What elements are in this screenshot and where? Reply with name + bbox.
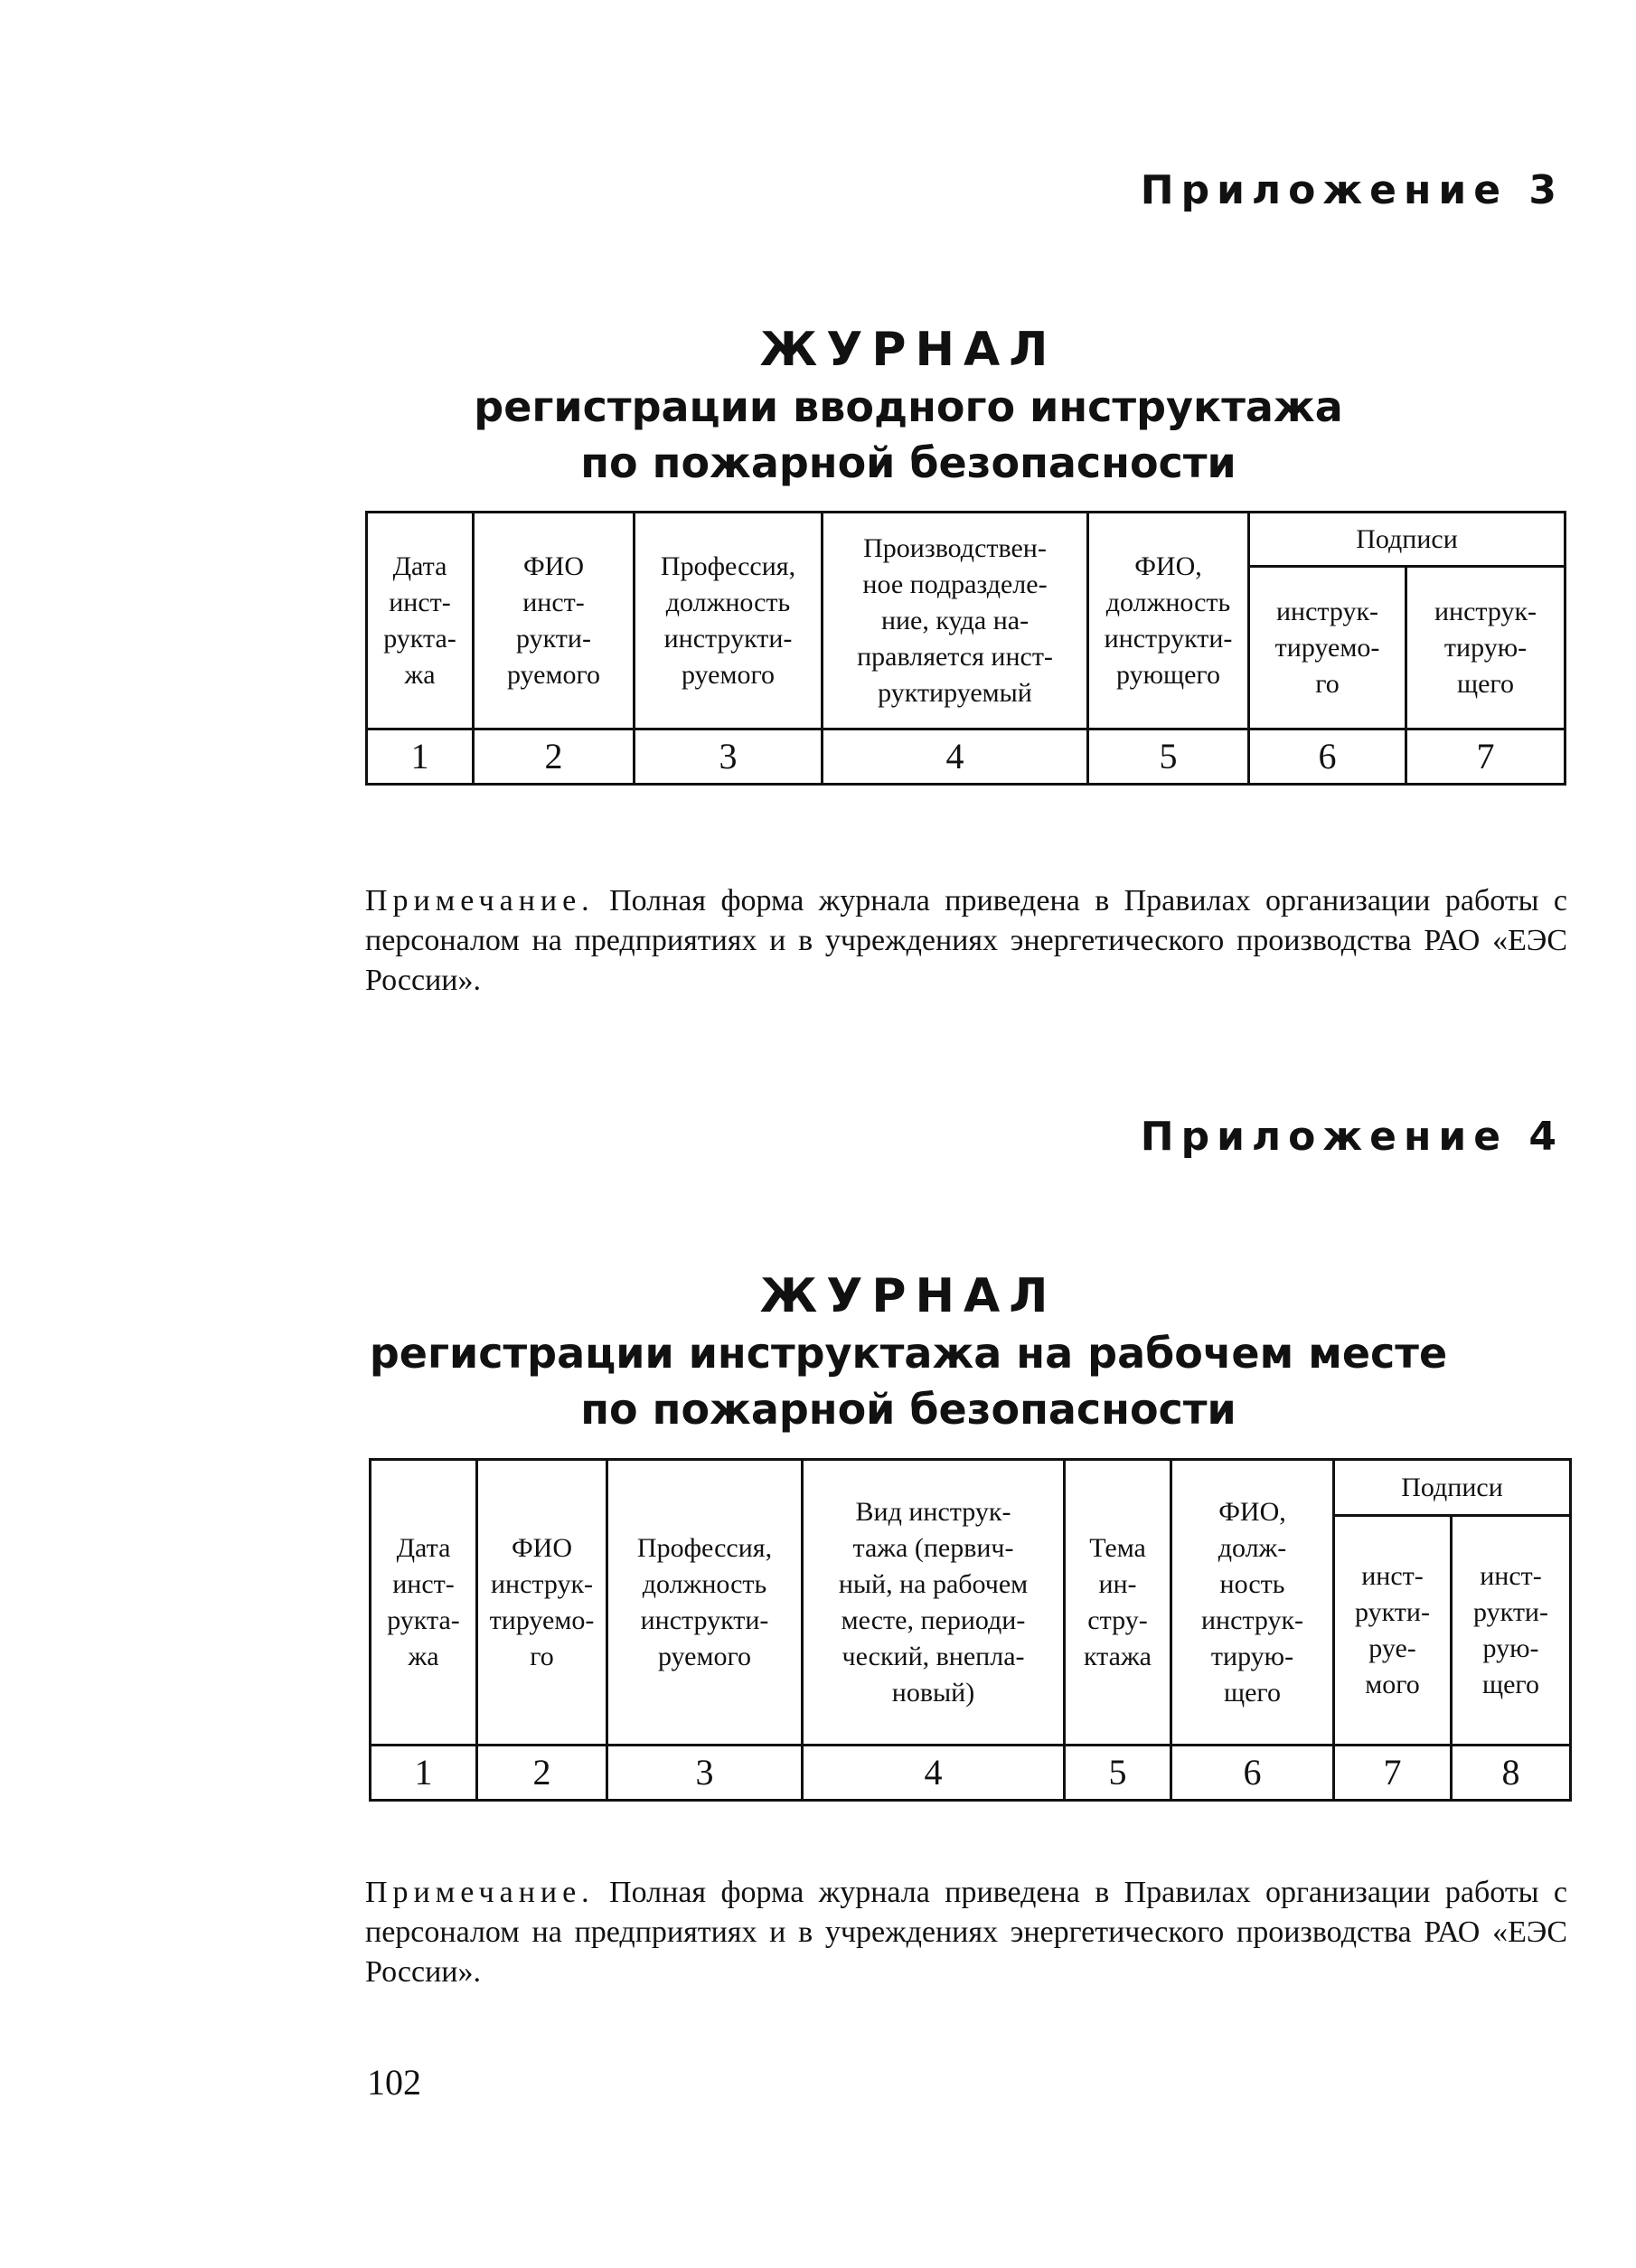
col-header-sig-instructed: инст- рукти- руе- мого bbox=[1334, 1516, 1452, 1746]
col-header-fio: ФИО инст- рукти- руемого bbox=[474, 513, 635, 729]
col-header-topic: Тема ин- стру- ктажа bbox=[1065, 1460, 1171, 1746]
appendix-3-heading: Приложение 3 bbox=[1140, 167, 1564, 213]
col-header-sig-instructor: инст- рукти- рую- щего bbox=[1452, 1516, 1571, 1746]
col-header-profession: Профессия, должность инструкти- руемого bbox=[607, 1460, 803, 1746]
journal-4-subtitle-line1: регистрации инструктажа на рабочем месте bbox=[369, 1329, 1448, 1378]
note-label: Примечание. bbox=[365, 884, 595, 918]
col-number: 4 bbox=[823, 729, 1088, 785]
table-row bbox=[371, 1746, 1571, 1801]
journal-3-subtitle-line1: регистрации вводного инструктажа bbox=[474, 382, 1343, 431]
col-number: 3 bbox=[607, 1746, 803, 1801]
journal-3-title: ЖУРНАЛ bbox=[759, 323, 1058, 377]
col-number: 4 bbox=[803, 1746, 1065, 1801]
journal-4-subtitle-line2: по пожарной безопасности bbox=[580, 1385, 1236, 1434]
col-number: 6 bbox=[1249, 729, 1406, 785]
col-header-date: Дата инст- рукта- жа bbox=[371, 1460, 477, 1746]
col-header-signatures: Подписи bbox=[1249, 513, 1565, 567]
journal-3-title-block bbox=[298, 321, 1518, 491]
col-header-sig-instructor: инструк- тирую- щего bbox=[1406, 567, 1565, 729]
journal-3-table bbox=[365, 511, 1566, 786]
col-number: 7 bbox=[1406, 729, 1565, 785]
col-number: 7 bbox=[1334, 1746, 1452, 1801]
note-text: Полная форма журнала приведена в Правилах организации работы с персоналом на предприятиях и в учреждениях энергетического производства РАО «ЕЭС России». bbox=[365, 884, 1567, 997]
col-number: 1 bbox=[367, 729, 474, 785]
col-header-profession: Профессия, должность инструкти- руемого bbox=[635, 513, 823, 729]
table-row bbox=[367, 729, 1565, 785]
col-number: 8 bbox=[1452, 1746, 1571, 1801]
journal-4-title-block bbox=[298, 1267, 1518, 1437]
note-text: Полная форма журнала приведена в Правилах организации работы с персоналом на предприятиях и в учреждениях энергетического производства РАО «ЕЭС России». bbox=[365, 1876, 1567, 1989]
col-header-department: Производствен- ное подразделе- ние, куда на- правляется инст- руктируемый bbox=[823, 513, 1088, 729]
journal-3-note bbox=[365, 881, 1567, 1001]
journal-4-title: ЖУРНАЛ bbox=[759, 1269, 1058, 1323]
col-header-date: Дата инст- рукта- жа bbox=[367, 513, 474, 729]
appendix-4-heading: Приложение 4 bbox=[1140, 1114, 1564, 1160]
col-number: 5 bbox=[1065, 1746, 1171, 1801]
col-number: 2 bbox=[474, 729, 635, 785]
col-number: 2 bbox=[477, 1746, 607, 1801]
col-number: 5 bbox=[1088, 729, 1249, 785]
page-number: 102 bbox=[367, 2062, 421, 2103]
note-label: Примечание. bbox=[365, 1876, 595, 1909]
col-number: 6 bbox=[1171, 1746, 1334, 1801]
journal-4-note bbox=[365, 1873, 1567, 1992]
col-header-type: Вид инструк- тажа (первич- ный, на рабочем месте, периоди- ческий, внепла- новый) bbox=[803, 1460, 1065, 1746]
col-header-fio: ФИО инструк- тируемо- го bbox=[477, 1460, 607, 1746]
col-header-instructor: ФИО, должность инструкти- рующего bbox=[1088, 513, 1249, 729]
col-header-sig-instructed: инструк- тируемо- го bbox=[1249, 567, 1406, 729]
col-header-signatures: Подписи bbox=[1334, 1460, 1571, 1516]
journal-3-subtitle-line2: по пожарной безопасности bbox=[580, 438, 1236, 487]
col-number: 3 bbox=[635, 729, 823, 785]
col-header-instructor: ФИО, долж- ность инструк- тирую- щего bbox=[1171, 1460, 1334, 1746]
col-number: 1 bbox=[371, 1746, 477, 1801]
journal-4-table bbox=[369, 1458, 1572, 1802]
